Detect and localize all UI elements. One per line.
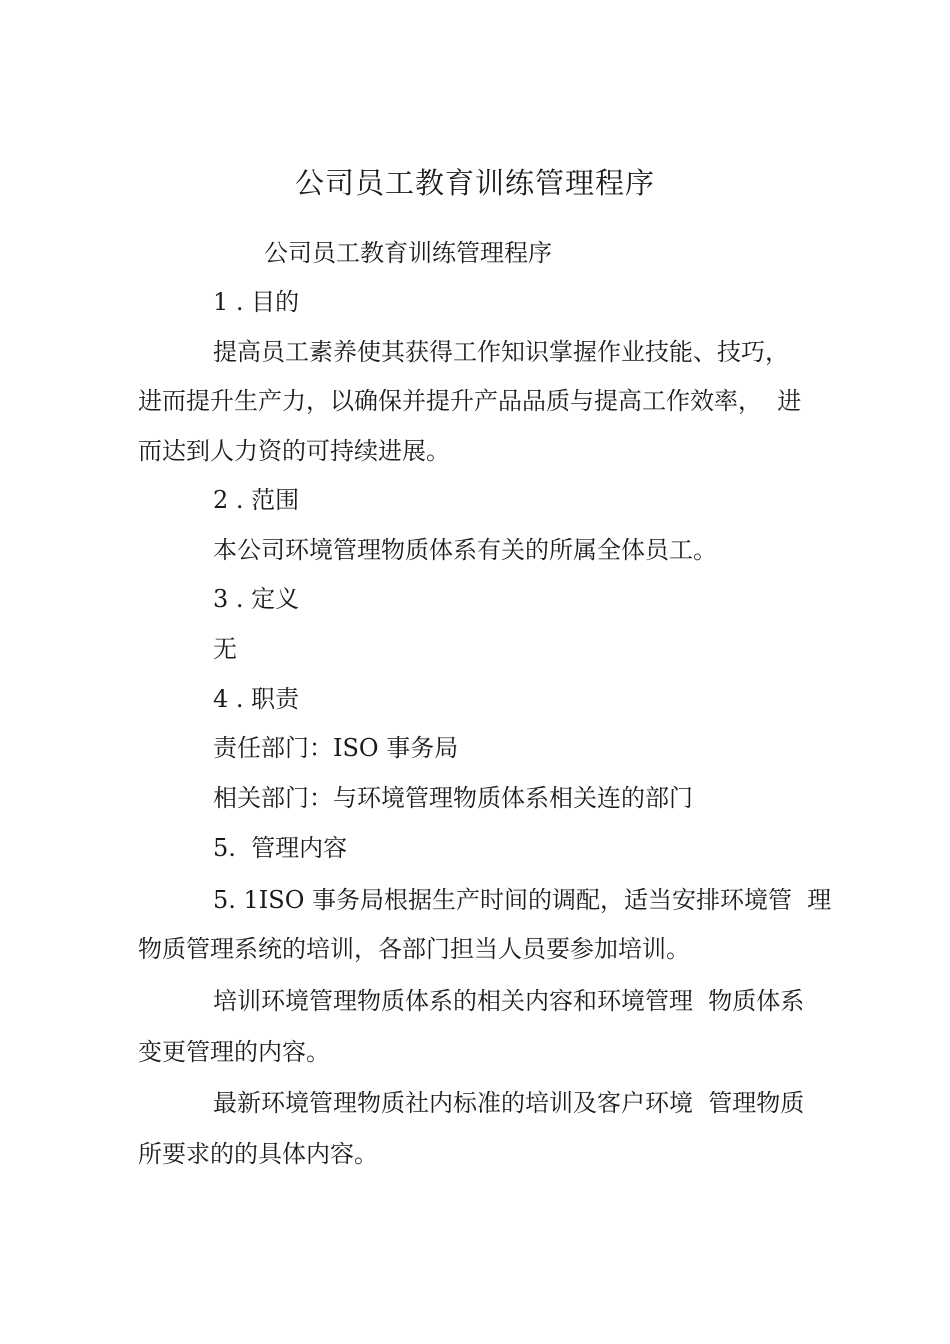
document-title: 公司员工教育训练管理程序 bbox=[294, 166, 655, 200]
scope-paragraph: 本公司环境管理物质体系有关的所属全体员工。 bbox=[213, 536, 717, 564]
purpose-paragraph-line: 进而提升生产力，以确保并提升产品品质与提高工作效率， 进 bbox=[138, 387, 802, 415]
document-subtitle: 公司员工教育训练管理程序 bbox=[264, 239, 552, 267]
duty-related-department: 相关部门：与环境管理物质体系相关连的部门 bbox=[213, 784, 693, 812]
content-paragraph-line: 5. 1ISO 事务局根据生产时间的调配，适当安排环境管 理 bbox=[213, 886, 832, 914]
content-paragraph-line: 物质管理系统的培训，各部门担当人员要参加培训。 bbox=[138, 935, 690, 963]
section-scope-heading: 2 . 范围 bbox=[213, 486, 300, 514]
standard-paragraph-line: 所要求的的具体内容。 bbox=[138, 1140, 378, 1168]
training-paragraph-line: 变更管理的内容。 bbox=[138, 1038, 330, 1066]
purpose-paragraph-line: 提高员工素养使其获得工作知识掌握作业技能、技巧， bbox=[213, 338, 789, 366]
section-content-heading: 5. 管理内容 bbox=[213, 834, 348, 862]
purpose-paragraph-line: 而达到人力资的可持续进展。 bbox=[138, 437, 450, 465]
section-purpose-heading: 1 . 目的 bbox=[213, 288, 300, 316]
section-definition-heading: 3 . 定义 bbox=[213, 585, 300, 613]
standard-paragraph-line: 最新环境管理物质社内标准的培训及客户环境 管理物质 bbox=[213, 1089, 805, 1117]
duty-responsible-department: 责任部门：ISO 事务局 bbox=[213, 734, 459, 762]
definition-paragraph: 无 bbox=[213, 635, 237, 663]
training-paragraph-line: 培训环境管理物质体系的相关内容和环境管理 物质体系 bbox=[213, 987, 805, 1015]
section-duty-heading: 4 . 职责 bbox=[213, 685, 300, 713]
